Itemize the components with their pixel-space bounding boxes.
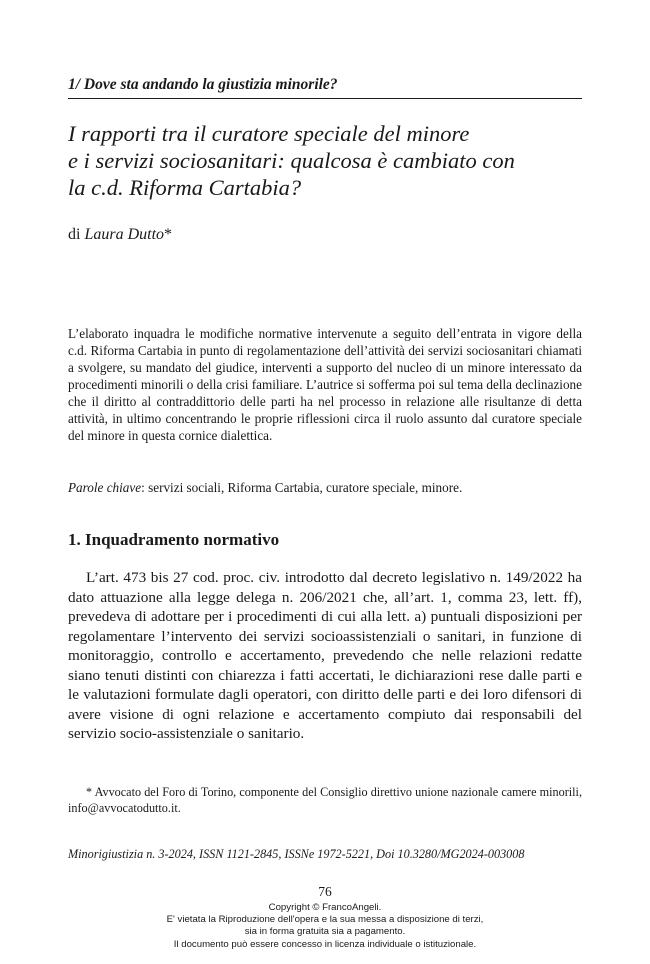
keywords-text: : servizi sociali, Riforma Cartabia, curatore speciale, minore. (141, 480, 463, 495)
body-paragraph: L’art. 473 bis 27 cod. proc. civ. introdotto dal decreto legislativo n. 149/2022 ha dato attuazione alla legge delega n. 206/2021 che, all’art. 1, comma 23, lett. ff), prevedeva di adottare per i procedimenti di cui alla lett. a) puntuali disposizioni per regolamentare l’intervento dei servizi socioassistenziali o sanitari, in funzione di monitoraggio, controllo e accertamento, prevedendo che nelle relazioni redatte siano tenuti distinti con chiarezza i fatti accertati, le dichiarazioni rese dalle parti e le valutazioni formulate dagli operatori, con diritto delle parti e dei loro difensori di avere visione di ogni relazione e accertamento compiuto dai responsabili del servizio socio-assistenziale o sanitario. (68, 569, 582, 742)
title-line: I rapporti tra il curatore speciale del minore (68, 121, 470, 146)
article-title (68, 120, 582, 201)
footnote: * Avvocato del Foro di Torino, componente del Consiglio direttivo unione nazionale camere minorili, info@avvocatodutto.it. (68, 785, 582, 815)
running-head: 1/ Dove sta andando la giustizia minorile? (68, 76, 582, 99)
footnote-mark: * (164, 226, 173, 243)
copyright-line: sia in forma gratuita sia a pagamento. (244, 926, 406, 938)
keywords-label: Parole chiave (68, 480, 142, 495)
abstract: L’elaborato inquadra le modifiche normative intervenute a seguito dell’entrata in vigore della c.d. Riforma Cartabia in punto di regolamentazione dell’attività dei servizi sociosanitari chiamati a svolgere, su mandato del giudice, interventi a supporto del nucleo di un minore interessato da procedimenti minorili o della crisi familiare. L’autrice si sofferma poi sul tema della declinazione che il diritto al contraddittorio delle parti ha nel processo in relazione alle risultanze di detta attività, in ultimo concentrando le proprie riflessioni circa il ruolo assunto dal curatore speciale del minore in questa cornice dialettica. (68, 326, 582, 443)
title-line: la c.d. Riforma Cartabia? (68, 175, 302, 200)
copyright-line: Copyright © FrancoAngeli. (268, 902, 382, 913)
copyright-line: E' vietata la Riproduzione dell'opera e la sua messa a disposizione di terzi, (166, 914, 484, 926)
title-line: e i servizi sociosanitari: qualcosa è cambiato con (68, 148, 515, 173)
copyright-notice (68, 902, 582, 951)
section-heading: 1. Inquadramento normativo (68, 530, 280, 549)
author-line (68, 226, 172, 244)
copyright-line: Il documento può essere concesso in licenza individuale o istituzionale. (173, 938, 477, 950)
journal-citation: Minorigiustizia n. 3-2024, ISSN 1121-2845, ISSNe 1972-5221, Doi 10.3280/MG2024-003008 (68, 847, 525, 861)
author-prefix: di (68, 226, 81, 243)
author-name: Laura Dutto (84, 226, 165, 243)
keywords (68, 479, 582, 496)
page-number: 76 (318, 884, 332, 899)
